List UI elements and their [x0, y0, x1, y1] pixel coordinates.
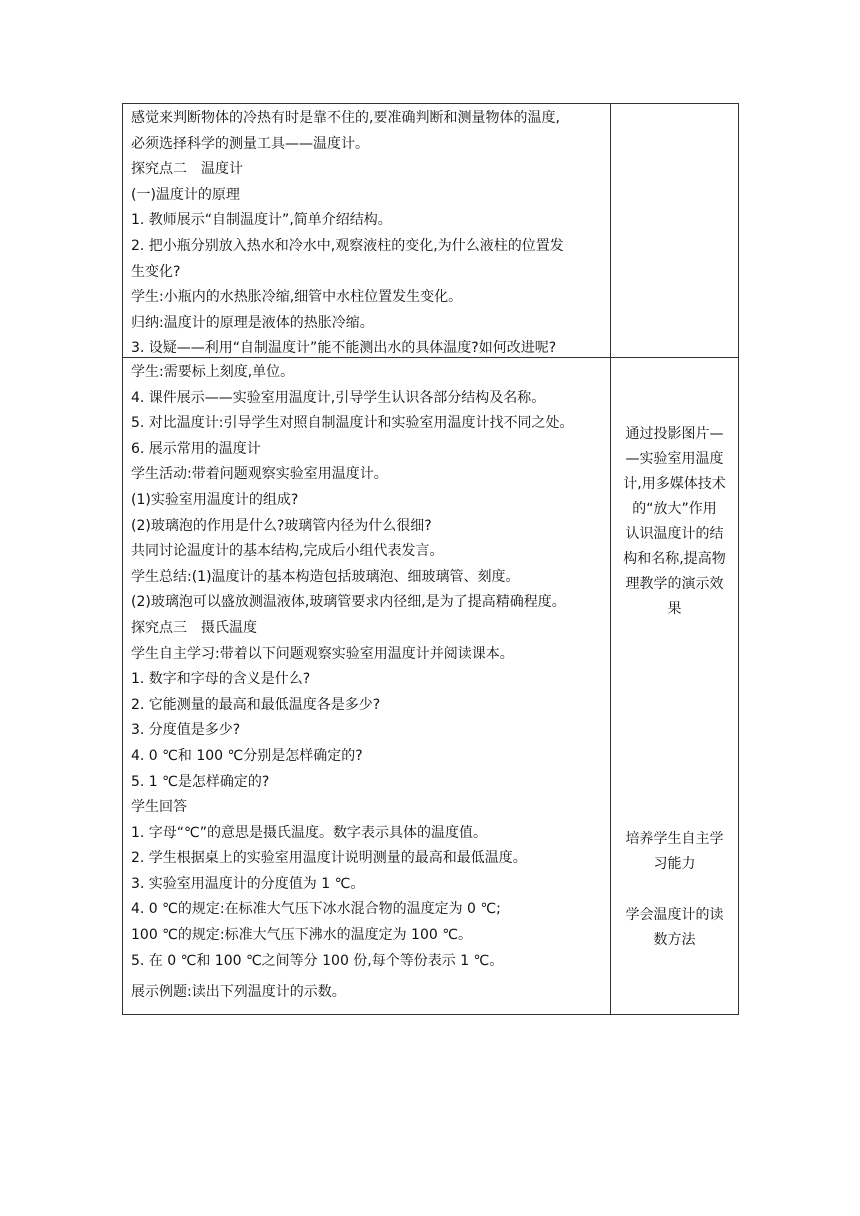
- design-note-1: [611, 422, 738, 622]
- note-line: 数方法: [653, 932, 696, 948]
- design-note-2: [611, 827, 738, 877]
- text-line: 5. 1 ℃是怎样确定的?: [131, 773, 270, 790]
- text-line: 6. 展示常用的温度计: [131, 440, 261, 457]
- note-line: 通过投影图片—: [625, 426, 724, 442]
- note-line: 学会温度计的读: [625, 907, 724, 923]
- text-line: 1. 字母“℃”的意思是摄氏温度。数字表示具体的温度值。: [131, 824, 488, 841]
- note-line: 计,用多媒体技术: [623, 476, 726, 492]
- table-row-2: [123, 357, 738, 1014]
- subsection-heading: (一)温度计的原理: [131, 186, 240, 203]
- text-line: 3. 设疑——利用“自制温度计”能不能测出水的具体温度?如何改进呢?: [131, 340, 557, 357]
- text-line: 5. 对比温度计:引导学生对照自制温度计和实验室用温度计找不同之处。: [131, 415, 574, 432]
- note-line: 理教学的演示效: [625, 576, 724, 592]
- table-row-1: [123, 104, 738, 357]
- text-line: 生变化?: [131, 263, 181, 280]
- text-line: 必须选择科学的测量工具——温度计。: [131, 135, 369, 152]
- text-line: 3. 分度值是多少?: [131, 722, 241, 739]
- text-line: 5. 在 0 ℃和 100 ℃之间等分 100 份,每个等份表示 1 ℃。: [131, 952, 504, 969]
- text-line: 2. 它能测量的最高和最低温度各是多少?: [131, 696, 381, 713]
- text-line: 100 ℃的规定:标准大气压下沸水的温度定为 100 ℃。: [131, 927, 472, 944]
- text-line: (2)玻璃泡的作用是什么?玻璃管内径为什么很细?: [131, 517, 432, 534]
- text-line: 4. 0 ℃和 100 ℃分别是怎样确定的?: [131, 747, 363, 764]
- note-line: 果: [667, 601, 682, 617]
- process-cell-1: [123, 104, 611, 357]
- text-line: 4. 0 ℃的规定:在标准大气压下冰水混合物的温度定为 0 ℃;: [131, 901, 501, 918]
- note-line: —实验室用温度: [625, 451, 724, 467]
- intent-cell-1: [611, 104, 738, 357]
- text-line: (2)玻璃泡可以盛放测温液体,玻璃管要求内径细,是为了提高精确程度。: [131, 594, 566, 611]
- text-line: 学生活动:带着问题观察实验室用温度计。: [131, 466, 388, 483]
- text-line: 2. 学生根据桌上的实验室用温度计说明测量的最高和最低温度。: [131, 850, 527, 867]
- text-line: 展示例题:读出下列温度计的示数。: [131, 984, 346, 1001]
- text-line: (1)实验室用温度计的组成?: [131, 491, 299, 508]
- text-line: 3. 实验室用温度计的分度值为 1 ℃。: [131, 875, 365, 892]
- text-line: 归纳:温度计的原理是液体的热胀冷缩。: [131, 314, 374, 331]
- note-line: 构和名称,提高物: [623, 551, 726, 567]
- text-line: 学生自主学习:带着以下问题观察实验室用温度计并阅读课本。: [131, 645, 514, 662]
- section-heading: 探究点二 温度计: [131, 161, 243, 178]
- text-line: 学生:小瓶内的水热胀冷缩,细管中水柱位置发生变化。: [131, 289, 463, 306]
- text-line: 学生回答: [131, 799, 187, 816]
- text-line: 1. 数字和字母的含义是什么?: [131, 671, 311, 688]
- process-cell-2: [123, 358, 611, 1014]
- text-line: 2. 把小瓶分别放入热水和冷水中,观察液柱的变化,为什么液柱的位置发: [131, 237, 564, 254]
- text-line: 1. 教师展示“自制温度计”,简单介绍结构。: [131, 212, 392, 229]
- note-line: 习能力: [653, 856, 696, 872]
- design-note-3: [611, 903, 738, 953]
- text-line: 感觉来判断物体的冷热有时是靠不住的,要准确判断和测量物体的温度,: [131, 110, 560, 126]
- text-line: 学生:需要标上刻度,单位。: [131, 364, 295, 380]
- note-line: 的“放大”作用: [632, 501, 717, 517]
- intent-cell-2: [611, 358, 738, 1014]
- text-line: 4. 课件展示——实验室用温度计,引导学生认识各部分结构及名称。: [131, 389, 546, 406]
- section-heading: 探究点三 摄氏温度: [131, 619, 257, 636]
- lesson-table: [122, 103, 739, 1015]
- text-line: 学生总结:(1)温度计的基本构造包括玻璃泡、细玻璃管、刻度。: [131, 568, 520, 585]
- text-line: 共同讨论温度计的基本结构,完成后小组代表发言。: [131, 543, 444, 560]
- note-line: 培养学生自主学: [625, 831, 724, 847]
- note-line: 认识温度计的结: [625, 526, 724, 542]
